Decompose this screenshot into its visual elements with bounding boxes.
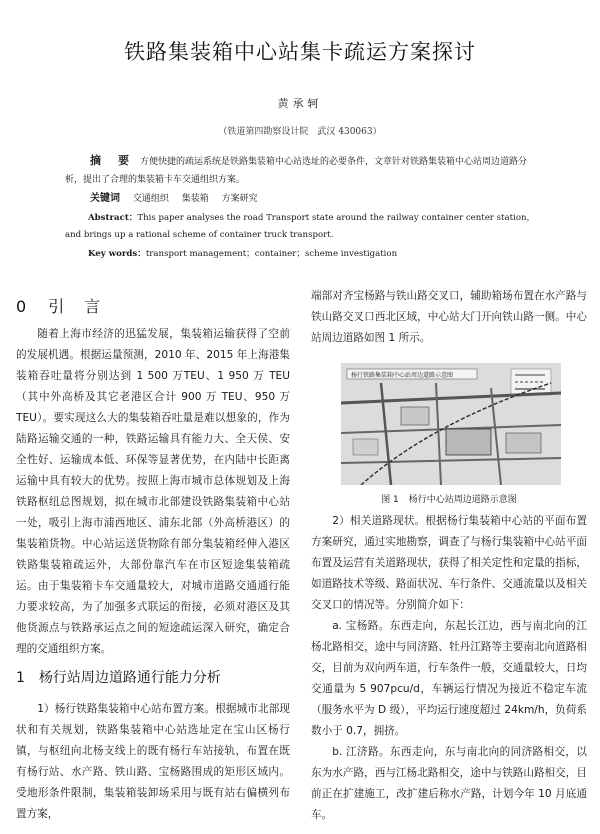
abstract-zh-label: 摘 要: [90, 154, 132, 167]
abstract-en-label: Abstract：: [88, 213, 138, 223]
keyword-zh-item: 集装箱: [181, 194, 209, 204]
road-item-a: a. 宝杨路。东西走向，东起长江边，西与南北向的江杨北路相交，途中与同济路、牡丹江路等主要南北向道路相交，目前为双向两车道，行车条件一般，交通量较大，日均交通量为 5 907pcu/d，车辆运行情况为接近不稳定车流（服务水平为 D 级），平均运行速度超过 24km/h，负荷系数小于 0.7，拥挤。: [311, 620, 587, 737]
keyword-zh-item: 交通组织: [132, 194, 169, 204]
figure-1-road-map: [341, 363, 561, 485]
figure-1-caption: [311, 493, 587, 507]
left-column: [16, 296, 290, 825]
map-inner-title: 杨行铁路集装箱中心站周边道路示意图: [351, 372, 454, 379]
section-1-heading: [16, 668, 290, 689]
intro-paragraph: 随着上海市经济的迅猛发展，集装箱运输获得了空前的发展机遇。根据运量预测，2010 年、2015 年上海港集装箱吞吐量将分别达到 1 500 万TEU、1 950 万 TEU（其中外高桥及其它老港区合计 900 万 TEU、950 万 TEU）。要实现这么大的集装箱吞吐量是难以想象的，作为陆路运输交通的一种，铁路运输具有能力大、全天侯、安全性好、运输成本低、环保等显著优势，在内陆中长距离运输中具有较大的优势。按照上海市城市总体规划及上海铁路枢纽总图规划，拟在城市北部建设铁路集装箱中心站一处，吸引上海市浦西地区、浦东北部（外高桥港区）的集装箱货物。中心站运送货物除有部分集装箱经伸入港区铁路集装箱疏运外，大部份靠汽车在市区短途集装箱疏运。由于集装箱卡车交通量较大，对城市道路交通通行能力要求较高，为了加强多式联运的衔接，必须对港区及其他货源点与铁路承运点之间的短途疏运深入研究，确定合理的交通组织方案。: [16, 328, 290, 655]
section-title: 杨行站周边道路通行能力分析: [38, 670, 221, 686]
figure-caption-text: 杨行中心站周边道路示意图: [408, 495, 517, 505]
right-column: [311, 286, 587, 826]
section-title: 引 言: [48, 297, 103, 316]
section-1-paragraph-1-continued: 端部对齐宝杨路与铁山路交叉口，辅助箱场布置在水产路与铁山路交叉口西北区域，中心站大门开向铁山路一侧。中心站周边道路如图 1 所示。: [311, 290, 587, 344]
section-0-heading: [16, 296, 290, 317]
paper-title: 铁路集装箱中心站集卡疏运方案探讨: [124, 40, 476, 64]
section-number: 1: [16, 670, 25, 686]
keyword-zh-item: 方案研究: [221, 194, 258, 204]
abstract-zh-text: 方便快捷的疏运系统是铁路集装箱中心站选址的必要条件，文章针对铁路集装箱中心站周边道路分析，提出了合理的集装箱卡车交通组织方案。: [65, 157, 528, 185]
abstract-en-text: This paper analyses the road Transport state around the railway container center station，and brings up a rational scheme of container truck transport.: [65, 213, 536, 240]
abstract-en: [65, 210, 540, 244]
road-map-graphic: [341, 363, 561, 485]
keywords-zh: [90, 190, 268, 208]
keywords-zh-label: 关键词: [90, 193, 120, 204]
section-1-paragraph-1: 1）杨行铁路集装箱中心站布置方案。根据城市北部现状和有关规划，铁路集装箱中心站选址定在宝山区杨行镇，与枢纽向北杨支线上的既有杨行车站接轨，布置在既有杨行站、水产路、铁山路、宝杨路围成的矩形区域内。受地形条件限制，集装箱装卸场采用与既有站右偏横列布置方案，: [16, 703, 290, 820]
section-1-paragraph-2: 2）相关道路现状。根据杨行集装箱中心站的平面布置方案研究，通过实地勘察，调查了与杨行集装箱中心站平面布置及运营有关道路现状，获得了相关定性和定量的指标，如道路技术等级、路面状况、车行条件、交通流量以及相关交叉口的情况等。分别简介如下：: [311, 515, 587, 611]
keywords-en-text: transport management；container；scheme investigation: [145, 249, 398, 259]
author-name: 黄承轲: [277, 97, 323, 110]
road-item-b: b. 江济路。东西走向，东与南北向的同济路相交，以东为水产路，西与江杨北路相交，途中与铁路山路相交，目前正在扩建施工，改扩建后称水产路，计划今年 10 月底通车。: [311, 746, 587, 821]
keywords-en: [88, 246, 397, 263]
section-number: 0: [16, 297, 29, 316]
author-affiliation: （铁道第四勘察设计院 武汉 430063）: [218, 127, 382, 137]
figure-number: 图 1: [381, 495, 399, 505]
keywords-en-label: Key words：: [88, 249, 146, 259]
abstract-zh: [65, 152, 540, 189]
